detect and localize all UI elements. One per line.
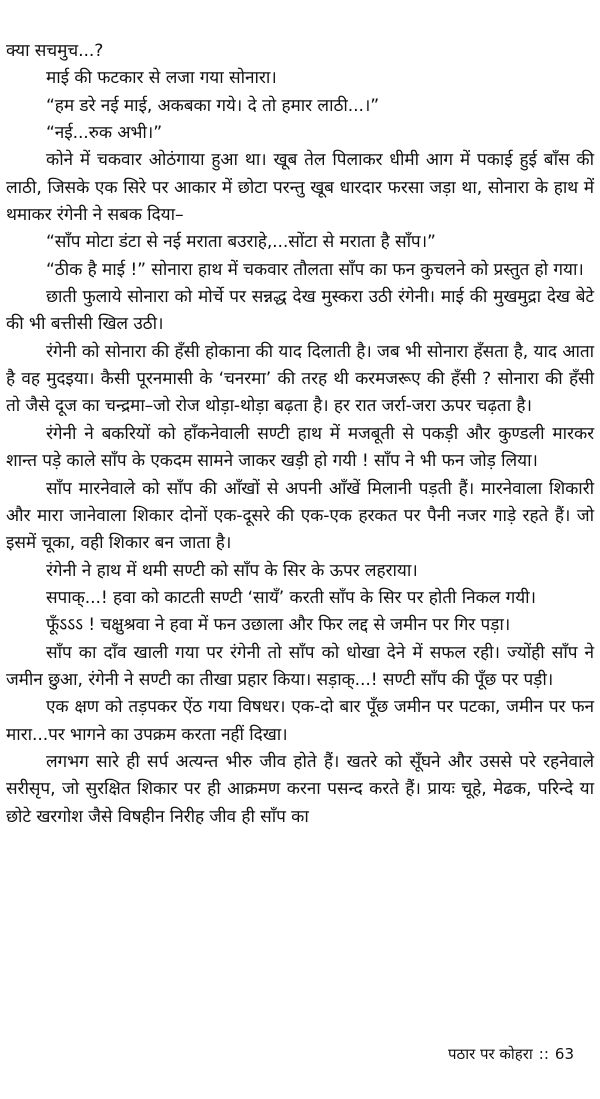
paragraph: कोने में चकवार ओठंगाया हुआ था। खूब तेल पिलाकर धीमी आग में पकाई हुई बाँस की लाठी, जिसके एक सिरे पर आकार में छोटा परन्तु खूब धारदार फरसा जड़ा था, सोनारा के हाथ में थमाकर रंगेनी ने सबक दिया–: [6, 150, 594, 226]
paragraph: रंगेनी को सोनारा की हँसी होकाना की याद दिलाती है। जब भी सोनारा हँसता है, याद आता है वह मुदइया। कैसी पूरनमासी के ‘चनरमा’ की तरह थी करमजरूए की हँसी ? सोनारा की हँसी तो जैसे दूज का चन्द्रमा–जो रोज थोड़ा-थोड़ा बढ़ता है। हर रात जर्रा-जरा ऊपर चढ़ता है।: [6, 341, 594, 417]
page-body: [6, 38, 594, 831]
paragraph: माई की फटकार से लजा गया सोनारा।: [46, 68, 277, 89]
page-number: 63: [554, 1045, 574, 1063]
paragraph: रंगेनी ने बकरियों को हाँकनेवाली सण्टी हाथ में मजबूती से पकड़ी और कुण्डली मारकर शान्त पड़े काले साँप के एकदम सामने जाकर खड़ी हो गयी ! साँप ने भी फन जोड़ लिया।: [6, 423, 594, 472]
paragraph: छाती फुलाये सोनारा को मोर्चे पर सन्नद्ध देख मुस्करा उठी रंगेनी। माई की मुखमुद्रा देख बेटे की भी बत्तीसी खिल उठी।: [6, 287, 594, 335]
page-footer: [448, 1044, 574, 1064]
paragraph: साँप का दाँव खाली गया पर रंगेनी तो साँप को धोखा देने में सफल रही। ज्योंही साँप ने जमीन छुआ, रंगेनी ने सण्टी का तीखा प्रहार किया। सड़ाक्...! सण्टी साँप की पूँछ पर पड़ी।: [6, 642, 594, 690]
paragraph: “साँप मोटा डंटा से नई मराता बउराहे,...सोंटा से मराता है साँप।”: [46, 232, 436, 253]
paragraph: “हम डरे नई माई, अकबका गये। दे तो हमार लाठी...।”: [46, 95, 380, 116]
paragraph: लगभग सारे ही सर्प अत्यन्त भीरु जीव होते हैं। खतरे को सूँघने और उससे परे रहनेवाले सरीसृप, जो सुरक्षित शिकार पर ही आक्रमण करना पसन्द करते हैं। प्रायः चूहे, मेढक, परिन्दे या छोटे खरगोश जैसे विषहीन निरीह जीव ही साँप का: [6, 751, 594, 827]
running-title: पठार पर कोहरा: [447, 1045, 533, 1063]
paragraph: एक क्षण को तड़पकर ऐंठ गया विषधर। एक-दो बार पूँछ जमीन पर पटका, जमीन पर फन मारा...पर भागने का उपक्रम करता नहीं दिखा।: [6, 697, 594, 745]
paragraph: साँप मारनेवाले को साँप की आँखों से अपनी आँखें मिलानी पड़ती हैं। मारनेवाला शिकारी और मारा जानेवाला शिकार दोनों एक-दूसरे की एक-एक हरकत पर पैनी नजर गाड़े रहते हैं। जो इसमें चूका, वही शिकार बन जाता है।: [6, 478, 594, 554]
paragraph: सपाक्...! हवा को काटती सण्टी ‘सायँ’ करती साँप के सिर पर होती निकल गयी।: [46, 587, 536, 608]
paragraph: रंगेनी ने हाथ में थमी सण्टी को साँप के सिर के ऊपर लहराया।: [46, 560, 418, 581]
paragraph: फूँऽऽऽ ! चक्षुश्रवा ने हवा में फन उछाला और फिर लद्द से जमीन पर गिर पड़ा।: [46, 615, 511, 636]
footer-separator: ::: [538, 1045, 549, 1063]
paragraph: “नई...रुक अभी।”: [46, 123, 162, 144]
paragraph: क्या सचमुच...?: [6, 41, 104, 61]
paragraph: “ठीक है माई !” सोनारा हाथ में चकवार तौलता साँप का फन कुचलने को प्रस्तुत हो गया।: [46, 259, 584, 280]
